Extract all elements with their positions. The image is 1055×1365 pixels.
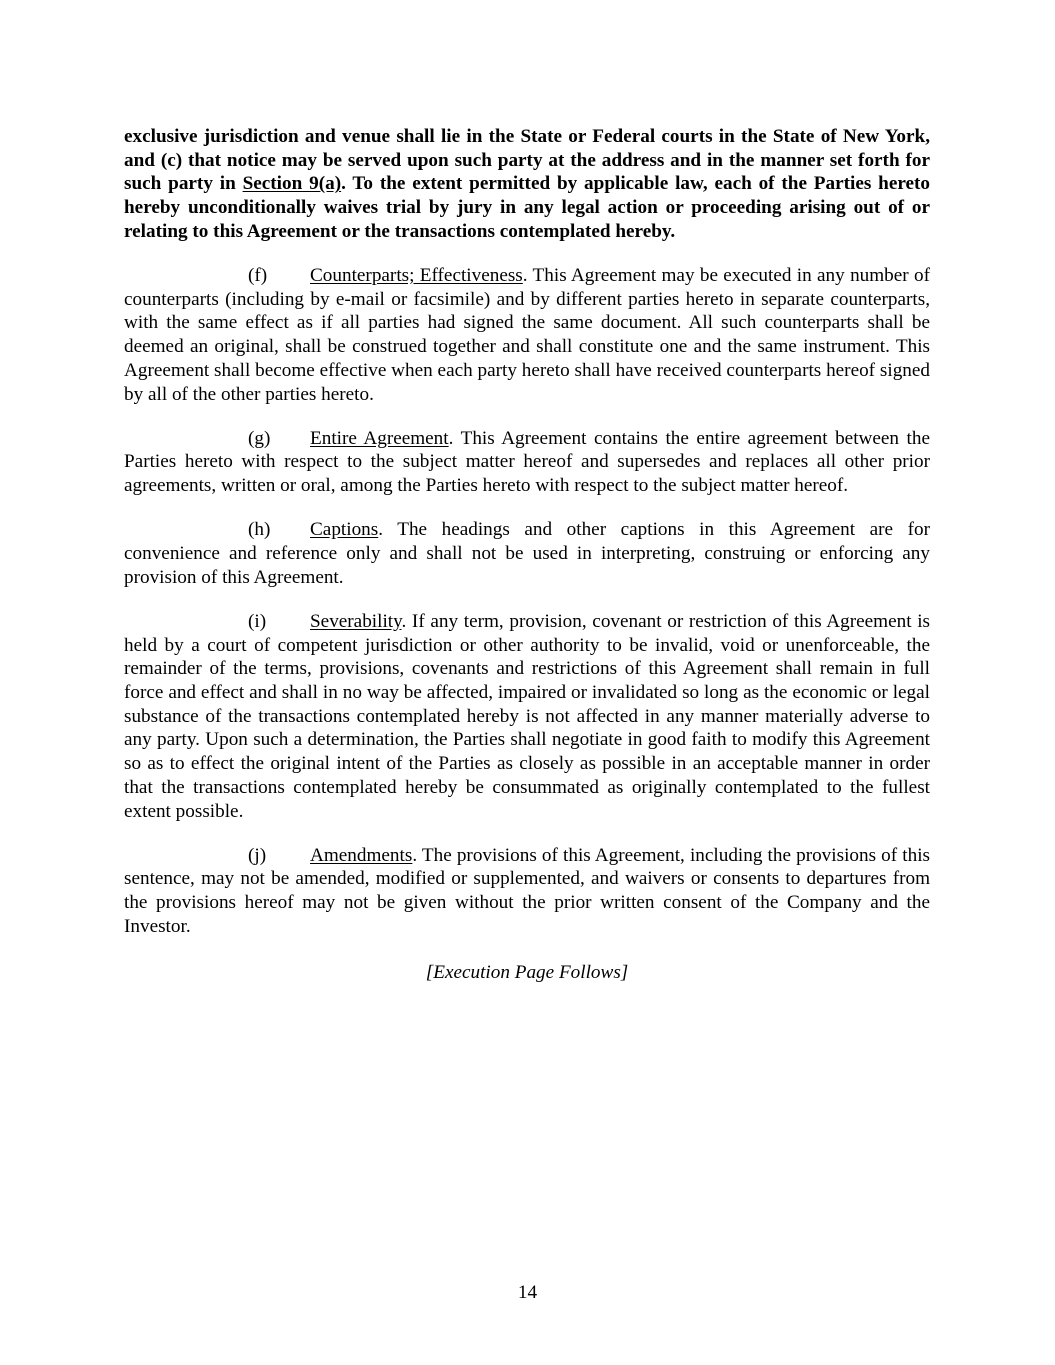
- section-9a-reference: Section 9(a): [242, 173, 342, 195]
- execution-page-note: [Execution Page Follows]: [425, 961, 629, 983]
- section-heading: Captions: [310, 519, 379, 541]
- section-heading: Amendments: [310, 844, 413, 866]
- section-number: (f): [248, 265, 268, 287]
- section-heading: Entire Agreement: [310, 427, 449, 449]
- page-number: 14: [517, 1282, 538, 1303]
- section-body: . The provisions of this Agreement, including the provisions of this sentence, may not be amended, modified or supplemented, and waivers or consents to departures from the provisions hereof may not be given without the prior written consent of the Company and the Investor.: [124, 844, 930, 937]
- section-body: . If any term, provision, covenant or restriction of this Agreement is held by a court of competent jurisdiction or other authority to be invalid, void or unenforceable, the remainder of the terms, provisions, covenants and restrictions of this Agreement shall remain in full force and effect and shall in no way be affected, impaired or invalidated so long as the economic or legal substance of the transactions contemplated hereby is not affected in any manner materially adverse to any party. Upon such a determination, the Parties shall negotiate in good faith to modify this Agreement so as to effect the original intent of the Parties as closely as possible in an acceptable manner in order that the transactions contemplated hereby be consummated as originally contemplated to the fullest extent possible.: [124, 610, 930, 822]
- section-g-entire-agreement: [124, 427, 930, 498]
- section-body: . The headings and other captions in this Agreement are for convenience and reference only and shall not be used in interpreting, construing or enforcing any provision of this Agreement.: [124, 519, 930, 588]
- section-heading: Counterparts; Effectiveness: [310, 265, 523, 287]
- section-body: . This Agreement may be executed in any number of counterparts (including by e-mail or facsimile) and by different parties hereto in separate counterparts, with the same effect as if all parties had signed the same document. All such counterparts shall be deemed an original, shall be construed together and shall constitute one and the same instrument. This Agreement shall become effective when each party hereto shall have received counterparts hereof signed by all of the other parties hereto.: [124, 265, 930, 405]
- jury-waiver-paragraph: [124, 125, 930, 244]
- section-i-severability: [124, 610, 930, 823]
- section-heading: Severability: [310, 610, 402, 632]
- section-number: (i): [248, 610, 267, 632]
- section-number: (h): [248, 519, 271, 541]
- section-f-counterparts: [124, 264, 930, 406]
- section-number: (j): [248, 844, 267, 866]
- section-h-captions: [124, 518, 930, 589]
- section-body: . This Agreement contains the entire agreement between the Parties hereto with respect to the subject matter hereof and supersedes and replaces all other prior agreements, written or oral, among the Parties hereto with respect to the subject matter hereof.: [124, 427, 930, 497]
- section-j-amendments: [124, 844, 930, 939]
- continuation-text-after: . To the extent permitted by applicable law, each of the Parties hereto hereby unconditionally waives trial by jury in any legal action or proceeding arising out of or relating to this Agreement or the transactions contemplated hereby.: [124, 173, 931, 242]
- document-body: [124, 125, 930, 1003]
- continuation-text-before: exclusive jurisdiction and venue shall lie in the State or Federal courts in the State of New York, and (c) that notice may be served upon such party at the address and in the manner set forth for such party in: [124, 126, 930, 195]
- section-number: (g): [248, 427, 271, 449]
